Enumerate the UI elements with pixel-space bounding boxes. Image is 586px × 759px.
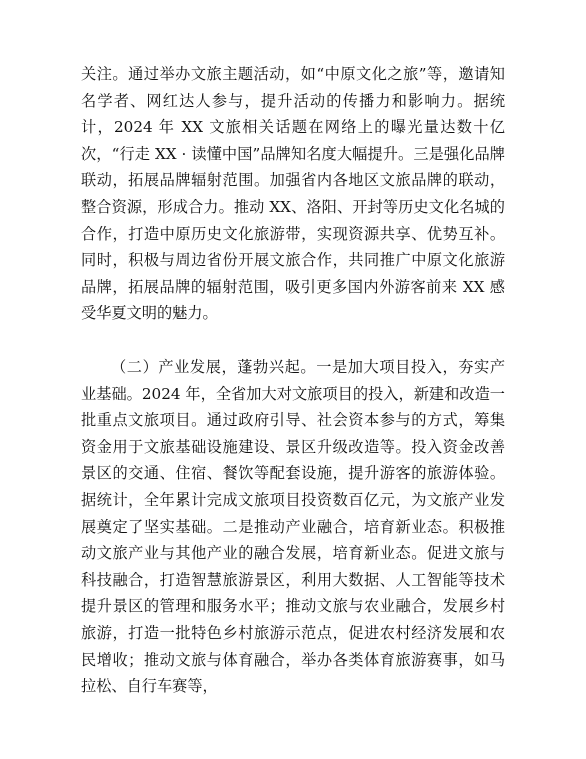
paragraph-industry-development: （二）产业发展，蓬勃兴起。一是加大项目投入，夯实产业基础。2024 年，全省加大对文旅项目的投入，新建和改造一批重点文旅项目。通过政府引导、社会资本参与的方式，筹集资金用于文旅基础设施建设、景区升级改造等。投入资金改善景区的交通、住宿、餐饮等配套设施，提升游客的旅游体验。据统计，全年累计完成文旅项目投资数百亿元，为文旅产业发展奠定了坚实基础。二是推动产业融合，培育新业态。积极推动文旅产业与其他产业的融合发展，培育新业态。促进文旅与科技融合，打造智慧旅游景区，利用大数据、人工智能等技术提升景区的管理和服务水平；推动文旅与农业融合，发展乡村旅游，打造一批特色乡村旅游示范点，促进农村经济发展和农民增收；推动文旅与体育融合，举办各类体育旅游赛事，如马拉松、自行车赛等， — [81, 358, 505, 696]
paragraph-brand-promotion: 关注。通过举办文旅主题活动，如“中原文化之旅”等，邀请知名学者、网红达人参与，提升活动的传播力和影响力。据统计，2024 年 XX 文旅相关话题在网络上的曝光量达数十亿次，“行走 XX · 读懂中国”品牌知名度大幅提升。三是强化品牌联动，拓展品牌辐射范围。加强省内各地区文旅品牌的联动，整合资源，形成合力。推动 XX、洛阳、开封等历史文化名城的合作，打造中原历史文化旅游带，实现资源共享、优势互补。同时，积极与周边省份开展文旅合作，共同推广中原文化旅游品牌，拓展品牌的辐射范围，吸引更多国内外游客前来 XX 感受华夏文明的魅力。 — [81, 65, 505, 323]
